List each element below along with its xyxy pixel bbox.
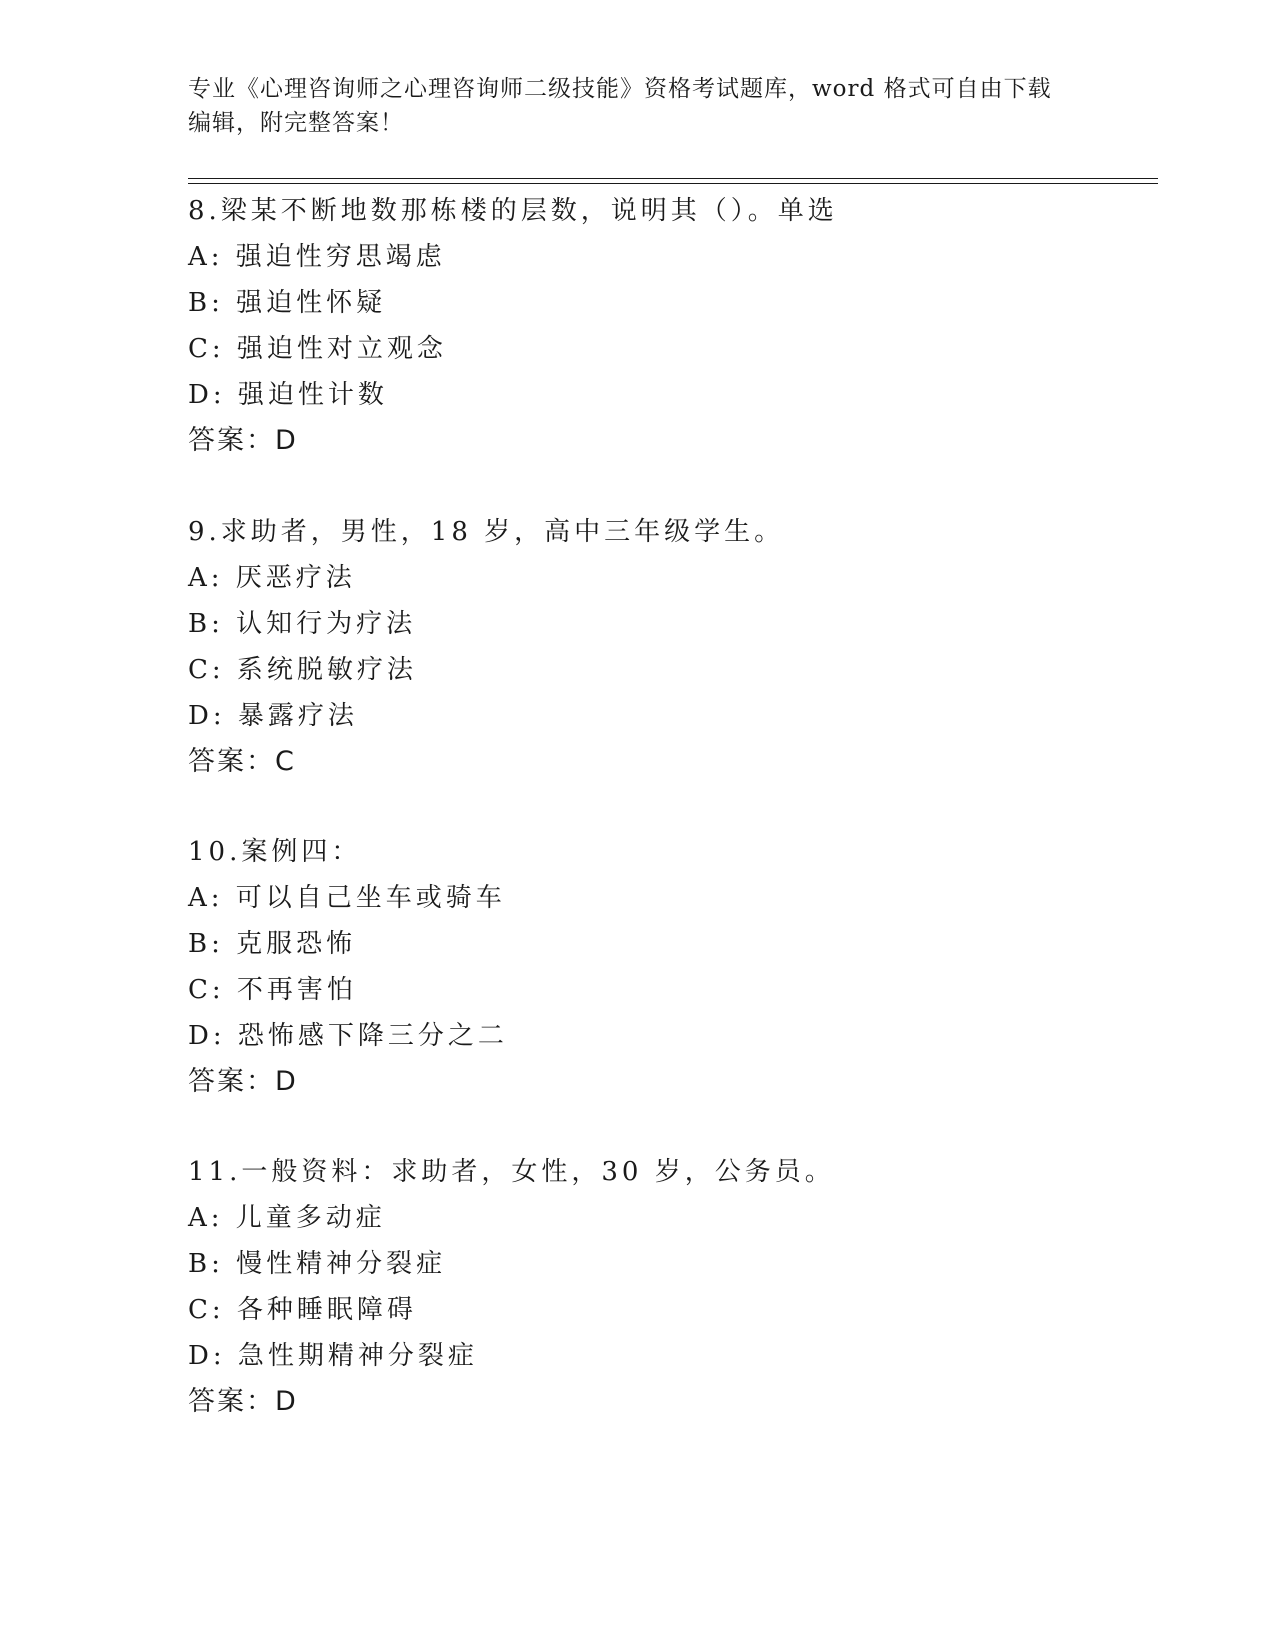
header-line-2: 编辑，附完整答案！: [188, 110, 404, 136]
option-c: C: 强迫性对立观念: [188, 334, 447, 364]
answer: 答案：D: [188, 1386, 298, 1417]
option-a: A: 强迫性穷思竭虑: [188, 242, 446, 272]
question-9: [188, 509, 1138, 785]
option-d: D: 恐怖感下降三分之二: [188, 1021, 508, 1051]
option-a: A: 可以自己坐车或骑车: [188, 883, 506, 913]
option-c: C: 各种睡眠障碍: [188, 1295, 417, 1325]
answer: 答案：C: [188, 746, 296, 777]
header-divider-top: [188, 178, 1158, 179]
option-b: B: 克服恐怖: [188, 929, 357, 959]
option-d: D: 强迫性计数: [188, 380, 388, 410]
header-divider-bottom: [188, 183, 1158, 184]
answer: 答案：D: [188, 425, 298, 456]
option-b: B: 慢性精神分裂症: [188, 1249, 447, 1279]
option-a: A: 儿童多动症: [188, 1203, 386, 1233]
question-title: 9.求助者，男性，18 岁，高中三年级学生。: [188, 517, 785, 547]
option-d: D: 急性期精神分裂症: [188, 1341, 478, 1371]
document-header: [188, 72, 1068, 140]
option-c: C: 不再害怕: [188, 975, 357, 1005]
question-11: [188, 1149, 1138, 1425]
question-title: 10.案例四：: [188, 837, 362, 867]
header-line-1: 专业《心理咨询师之心理咨询师二级技能》资格考试题库，word 格式可自由下载: [188, 76, 1052, 102]
question-title: 11.一般资料：求助者，女性，30 岁，公务员。: [188, 1157, 835, 1187]
question-10: [188, 829, 1138, 1105]
answer: 答案：D: [188, 1066, 298, 1097]
option-b: B: 认知行为疗法: [188, 609, 417, 639]
question-title: 8.梁某不断地数那栋楼的层数，说明其（）。单选: [188, 196, 838, 226]
option-b: B: 强迫性怀疑: [188, 288, 387, 318]
option-c: C: 系统脱敏疗法: [188, 655, 417, 685]
option-d: D: 暴露疗法: [188, 701, 358, 731]
question-8: [188, 188, 1138, 464]
option-a: A: 厌恶疗法: [188, 563, 356, 593]
